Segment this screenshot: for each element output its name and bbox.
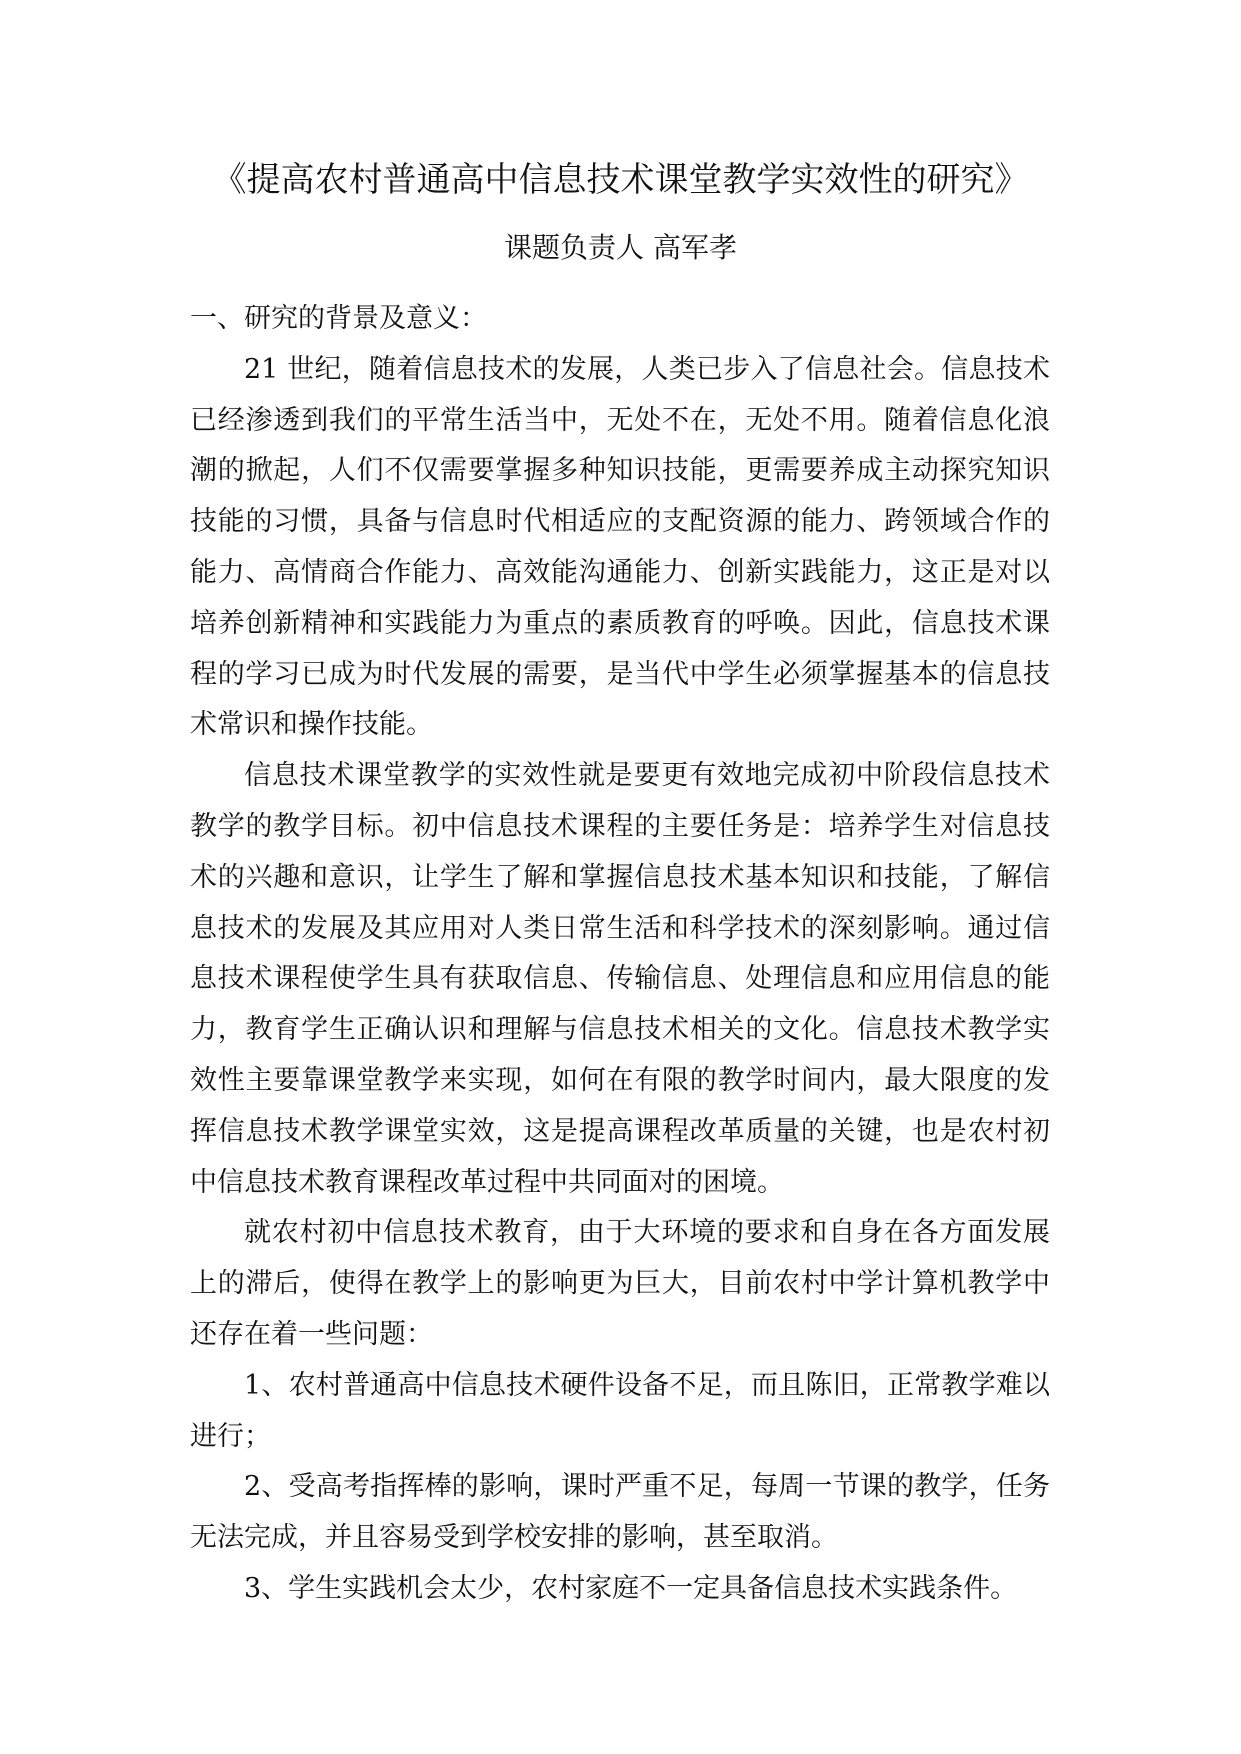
- list-item-problem-1: 1、农村普通高中信息技术硬件设备不足，而且陈旧，正常教学难以进行；: [190, 1369, 1050, 1452]
- section-heading: 一、研究的背景及意义：: [190, 303, 487, 334]
- document-title: 《提高农村普通高中信息技术课堂教学实效性的研究》: [212, 160, 1029, 200]
- paragraph-problems-intro: 就农村初中信息技术教育，由于大环境的要求和自身在各方面发展上的滞后，使得在教学上的影响更为巨大，目前农村中学计算机教学中还存在着一些问题：: [190, 1217, 1050, 1350]
- author-line: 课题负责人 高军孝: [504, 231, 737, 264]
- list-item-problem-3: 3、学生实践机会太少，农村家庭不一定具备信息技术实践条件。: [244, 1572, 1018, 1604]
- list-item-problem-2: 2、受高考指挥棒的影响，课时严重不足，每周一节课的教学，任务无法完成，并且容易受到学校安排的影响，甚至取消。: [190, 1471, 1050, 1554]
- paragraph-effectiveness: 信息技术课堂教学的实效性就是要更有效地完成初中阶段信息技术教学的教学目标。初中信息技术课程的主要任务是：培养学生对信息技术的兴趣和意识，让学生了解和掌握信息技术基本知识和技能，了解信息技术的发展及其应用对人类日常生活和科学技术的深刻影响。通过信息技术课程使学生具有获取信息、传输信息、处理信息和应用信息的能力，教育学生正确认识和理解与信息技术相关的文化。信息技术教学实效性主要靠课堂教学来实现，如何在有限的教学时间内，最大限度的发挥信息技术教学课堂实效，这是提高课程改革质量的关键，也是农村初中信息技术教育课程改革过程中共同面对的困境。: [190, 760, 1050, 1198]
- document-body: [190, 294, 1050, 1615]
- paragraph-background: 21 世纪，随着信息技术的发展，人类已步入了信息社会。信息技术已经渗透到我们的平常生活当中，无处不在，无处不用。随着信息化浪潮的掀起，人们不仅需要掌握多种知识技能，更需要养成主动探究知识技能的习惯，具备与信息时代相适应的支配资源的能力、跨领域合作的能力、高情商合作能力、高效能沟通能力、创新实践能力，这正是对以培养创新精神和实践能力为重点的素质教育的呼唤。因此，信息技术课程的学习已成为时代发展的需要，是当代中学生必须掌握基本的信息技术常识和操作技能。: [190, 353, 1050, 741]
